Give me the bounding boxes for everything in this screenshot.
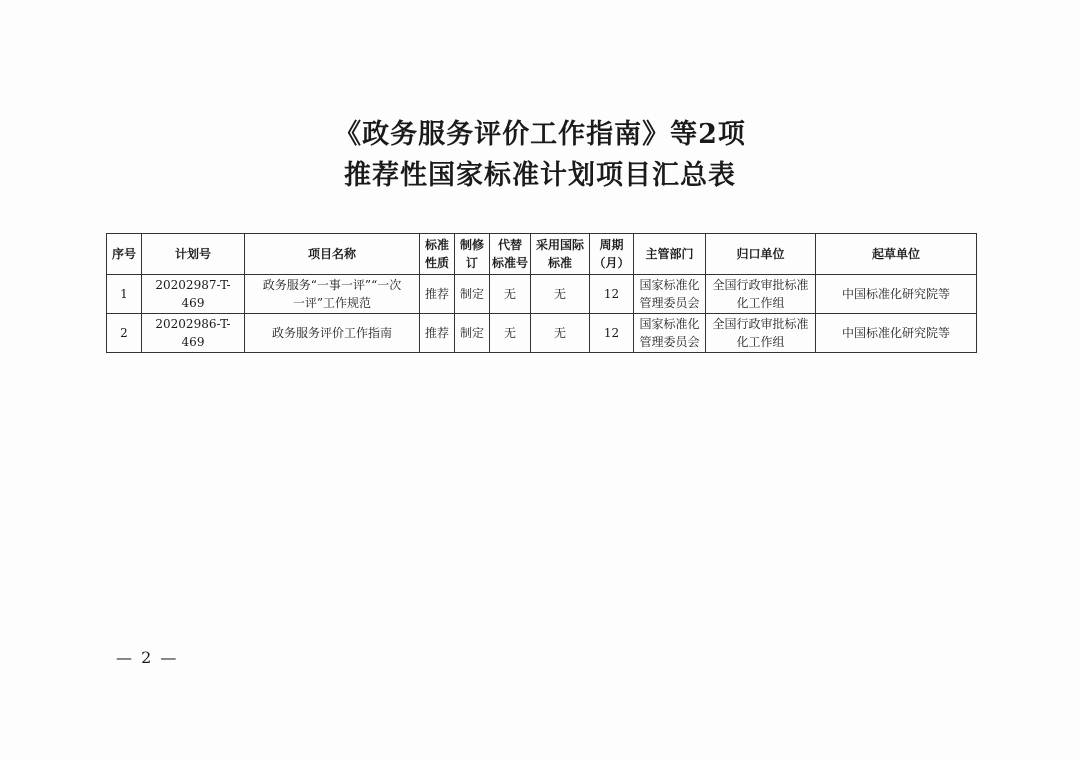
table-row (107, 314, 977, 353)
cell-plan-no: 20202987-T-469 (142, 275, 245, 314)
cell-authority: 国家标准化 管理委员会 (634, 275, 706, 314)
cell-cycle: 12 (590, 275, 634, 314)
cell-adopts-intl: 无 (531, 275, 590, 314)
header-revision: 制修 订 (455, 234, 490, 275)
cell-project-name: 政务服务“一事一评”“一次 一评”工作规范 (245, 275, 420, 314)
table-row (107, 275, 977, 314)
cell-cycle: 12 (590, 314, 634, 353)
cell-project-name: 政务服务评价工作指南 (245, 314, 420, 353)
header-cycle: 周期 （月） (590, 234, 634, 275)
header-drafter: 起草单位 (816, 234, 977, 275)
header-replaces: 代替 标准号 (490, 234, 531, 275)
document-title-line2: 推荐性国家标准计划项目汇总表 (344, 160, 736, 191)
cell-responsible: 全国行政审批标准 化工作组 (706, 314, 816, 353)
cell-responsible: 全国行政审批标准 化工作组 (706, 275, 816, 314)
cell-adopts-intl: 无 (531, 314, 590, 353)
cell-nature: 推荐 (420, 314, 455, 353)
cell-index: 1 (107, 275, 142, 314)
cell-drafter: 中国标准化研究院等 (816, 314, 977, 353)
cell-replaces: 无 (490, 275, 531, 314)
page-number: — 2 — (116, 648, 179, 667)
header-project-name: 项目名称 (245, 234, 420, 275)
header-responsible: 归口单位 (706, 234, 816, 275)
cell-index: 2 (107, 314, 142, 353)
cell-plan-no: 20202986-T-469 (142, 314, 245, 353)
cell-replaces: 无 (490, 314, 531, 353)
header-plan-no: 计划号 (142, 234, 245, 275)
cell-revision: 制定 (455, 314, 490, 353)
cell-authority: 国家标准化 管理委员会 (634, 314, 706, 353)
header-authority: 主管部门 (634, 234, 706, 275)
document-title-line1: 《政务服务评价工作指南》等2项 (334, 119, 746, 150)
cell-nature: 推荐 (420, 275, 455, 314)
header-nature: 标准 性质 (420, 234, 455, 275)
cell-drafter: 中国标准化研究院等 (816, 275, 977, 314)
header-index: 序号 (107, 234, 142, 275)
cell-revision: 制定 (455, 275, 490, 314)
standards-summary-table (106, 233, 977, 353)
table-header-row (107, 234, 977, 275)
header-adopts-intl: 采用国际 标准 (531, 234, 590, 275)
